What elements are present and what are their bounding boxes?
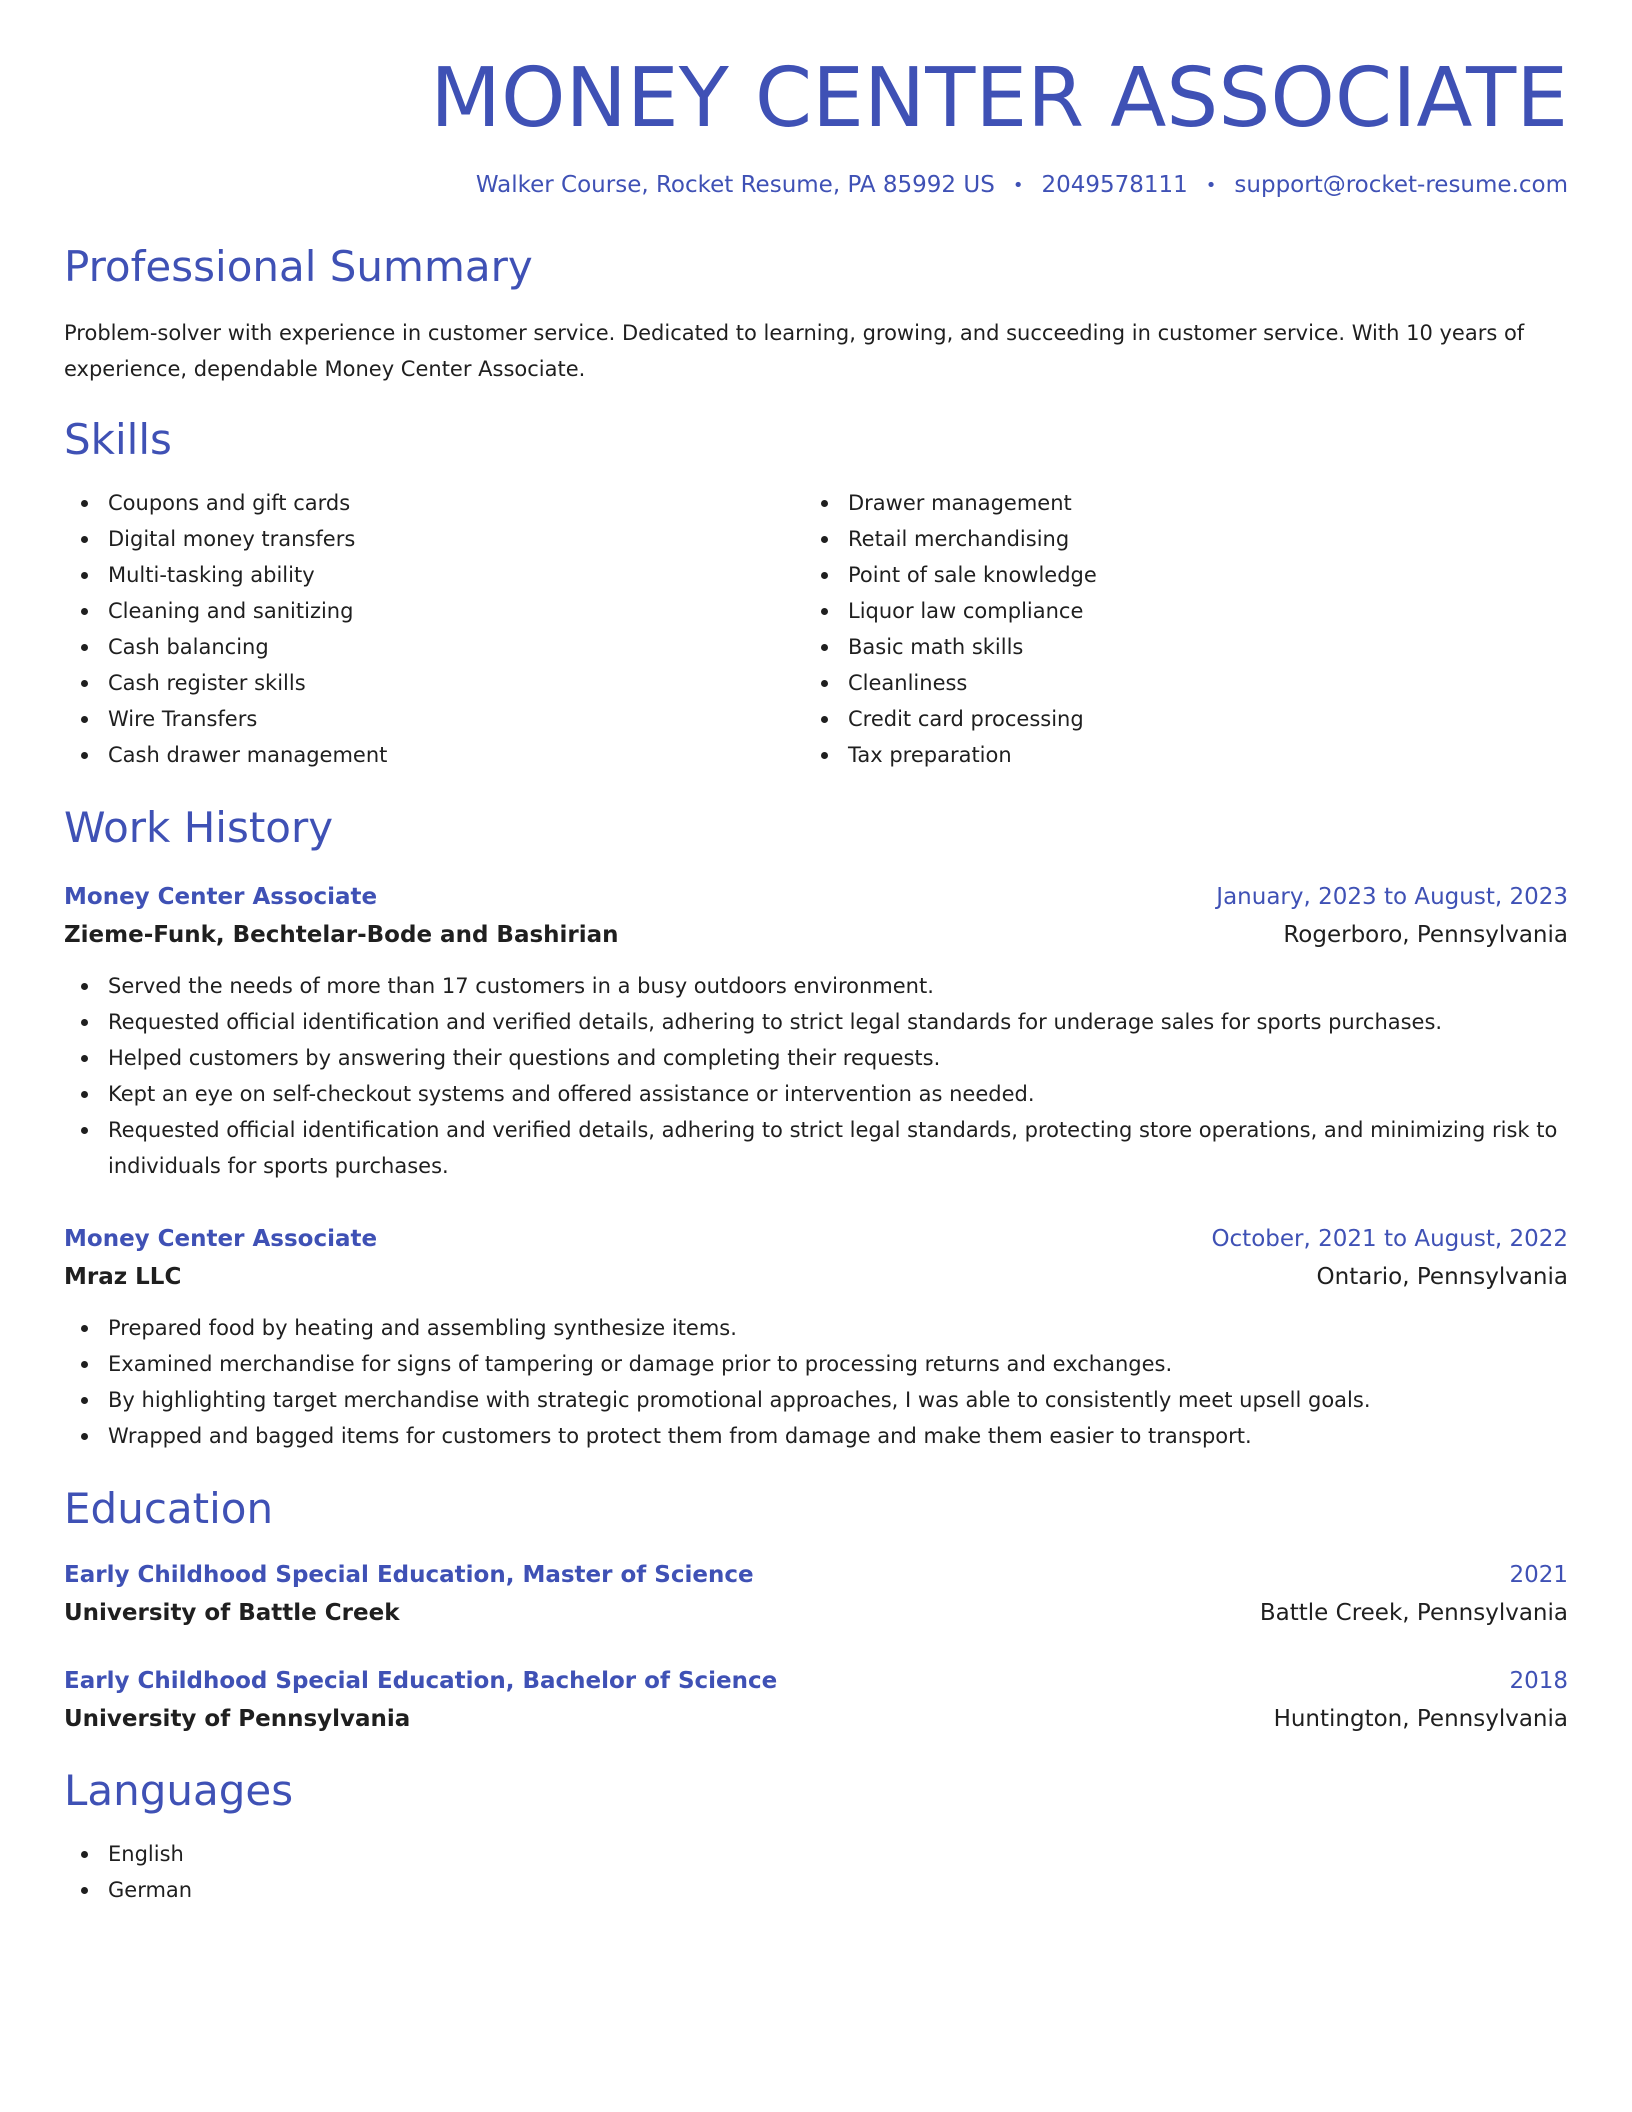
job-duty-item: Wrapped and bagged items for customers to protect them from damage and make them easier to transport. xyxy=(64,1418,1568,1454)
job-duty-item: Requested official identification and verified details, adhering to strict legal standards for underage sales for sports purchases. xyxy=(64,1004,1568,1040)
education-header-row xyxy=(64,1662,1568,1700)
job-location: Rogerboro, Pennsylvania xyxy=(1283,921,1568,948)
job-header-row xyxy=(64,1220,1568,1258)
job-duty-item: Examined merchandise for signs of tampering or damage prior to processing returns and exchanges. xyxy=(64,1346,1568,1382)
education-year: 2021 xyxy=(1509,1561,1568,1588)
job-entry xyxy=(64,878,1568,1184)
education-section xyxy=(64,1484,1568,1738)
education-year: 2018 xyxy=(1509,1667,1568,1694)
summary-section xyxy=(64,242,1568,386)
skill-item: Point of sale knowledge xyxy=(804,557,1544,593)
skill-item: Drawer management xyxy=(804,485,1544,521)
resume-header xyxy=(64,50,1568,198)
section-title-education: Education xyxy=(64,1483,274,1533)
skills-section xyxy=(64,415,1568,773)
job-duty-item: Prepared food by heating and assembling synthesize items. xyxy=(64,1310,1568,1346)
section-title-skills: Skills xyxy=(64,414,172,464)
section-title-work-history: Work History xyxy=(64,803,334,853)
skill-item: Basic math skills xyxy=(804,629,1544,665)
job-employer-row xyxy=(64,1258,1568,1296)
skills-list-right xyxy=(804,485,1544,773)
job-duty-item: Served the needs of more than 17 customers in a busy outdoors environment. xyxy=(64,968,1568,1004)
skill-item: Credit card processing xyxy=(804,701,1544,737)
languages-section xyxy=(64,1766,1568,1908)
contact-separator: • xyxy=(1012,174,1024,196)
work-history-section xyxy=(64,803,1568,1453)
skill-item: Cleaning and sanitizing xyxy=(64,593,804,629)
education-school-row xyxy=(64,1594,1568,1632)
skill-item: Cash register skills xyxy=(64,665,804,701)
job-entry xyxy=(64,1220,1568,1454)
skill-item: Liquor law compliance xyxy=(804,593,1544,629)
languages-list xyxy=(64,1836,1568,1908)
contact-phone[interactable]: 2049578111 xyxy=(1041,172,1188,199)
education-degree: Early Childhood Special Education, Bachelor of Science xyxy=(64,1667,778,1694)
skill-item: Coupons and gift cards xyxy=(64,485,804,521)
job-duty-item: Requested official identification and verified details, adhering to strict legal standards, protecting store operations, and minimizing risk to individuals for sports purchases. xyxy=(64,1112,1568,1184)
job-duties-list xyxy=(64,1310,1568,1454)
skill-item: Wire Transfers xyxy=(64,701,804,737)
job-dates: October, 2021 to August, 2022 xyxy=(1211,1225,1568,1252)
job-employer-row xyxy=(64,916,1568,954)
job-role: Money Center Associate xyxy=(64,1225,378,1252)
job-header-row xyxy=(64,878,1568,916)
summary-text: Problem-solver with experience in customer service. Dedicated to learning, growing, and succeeding in customer service. With 10 years of experience, dependable Money Center Associate. xyxy=(64,320,1525,381)
contact-line xyxy=(64,172,1568,198)
contact-separator: • xyxy=(1205,174,1217,196)
skill-item: Cash balancing xyxy=(64,629,804,665)
job-role: Money Center Associate xyxy=(64,883,378,910)
education-entry xyxy=(64,1556,1568,1632)
job-duty-item: By highlighting target merchandise with strategic promotional approaches, I was able to consistently meet upsell goals. xyxy=(64,1382,1568,1418)
job-duty-item: Helped customers by answering their questions and completing their requests. xyxy=(64,1040,1568,1076)
education-school-row xyxy=(64,1700,1568,1738)
contact-address: Walker Course, Rocket Resume, PA 85992 US xyxy=(475,172,995,199)
skill-item: Cash drawer management xyxy=(64,737,804,773)
skill-item: Tax preparation xyxy=(804,737,1544,773)
education-location: Huntington, Pennsylvania xyxy=(1273,1705,1568,1732)
job-company: Zieme-Funk, Bechtelar-Bode and Bashirian xyxy=(64,921,619,948)
education-school: University of Pennsylvania xyxy=(64,1705,411,1732)
skills-grid xyxy=(64,485,1568,773)
section-title-summary: Professional Summary xyxy=(64,242,533,292)
section-title-languages: Languages xyxy=(64,1765,294,1815)
skill-item: Cleanliness xyxy=(804,665,1544,701)
education-degree: Early Childhood Special Education, Master of Science xyxy=(64,1561,754,1588)
skills-list-left xyxy=(64,485,804,773)
skill-item: Digital money transfers xyxy=(64,521,804,557)
job-duties-list xyxy=(64,968,1568,1184)
education-header-row xyxy=(64,1556,1568,1594)
contact-email[interactable]: support@rocket-resume.com xyxy=(1234,172,1568,199)
job-company: Mraz LLC xyxy=(64,1263,182,1290)
job-duty-item: Kept an eye on self-checkout systems and offered assistance or intervention as needed. xyxy=(64,1076,1568,1112)
language-item: German xyxy=(64,1872,1568,1908)
skill-item: Multi-tasking ability xyxy=(64,557,804,593)
education-entry xyxy=(64,1662,1568,1738)
language-item: English xyxy=(64,1836,1568,1872)
education-location: Battle Creek, Pennsylvania xyxy=(1259,1599,1568,1626)
job-dates: January, 2023 to August, 2023 xyxy=(1216,883,1568,910)
education-school: University of Battle Creek xyxy=(64,1599,400,1626)
candidate-title: MONEY CENTER ASSOCIATE xyxy=(430,51,1568,146)
skill-item: Retail merchandising xyxy=(804,521,1544,557)
job-location: Ontario, Pennsylvania xyxy=(1316,1263,1568,1290)
